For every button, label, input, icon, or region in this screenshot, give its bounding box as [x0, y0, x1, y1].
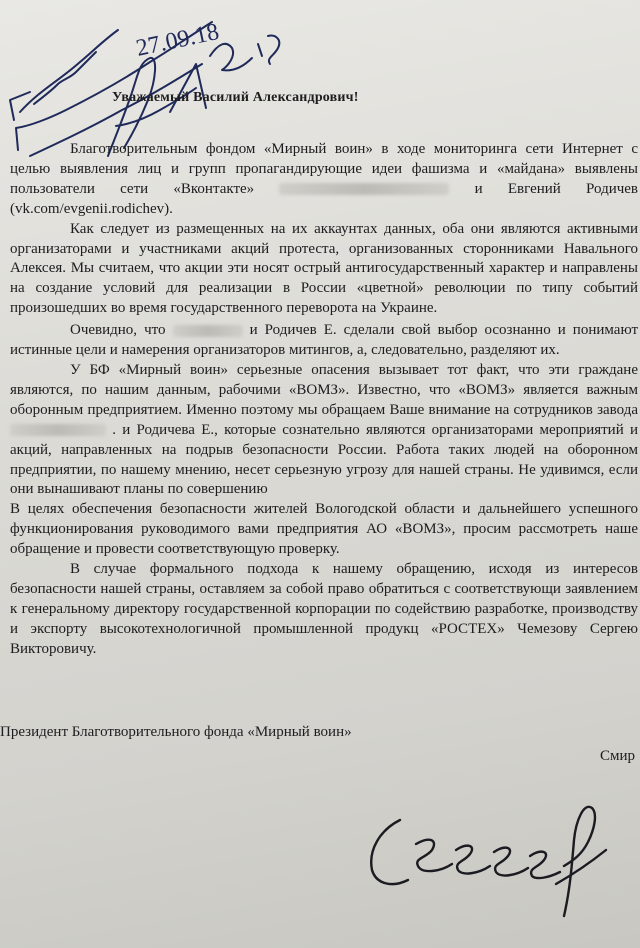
- svg-text:27.09.18: 27.09.18: [133, 18, 222, 62]
- paragraph-4-text-b: . и Родичева Е., которые сознательно являются организаторами мероприятий и акций, направленных на подрыв безопасности России. Работа таких людей на оборонном предприятии, по нашему мнению, несет серьезную угрозу для нашей страны. Не удивимся, если они вынашивают планы по совершению: [10, 421, 638, 498]
- paragraph-4: [10, 361, 638, 500]
- paragraph-6: В случае формального подхода к нашему обращению, исходя из интересов безопасности нашей страны, оставляем за собой право обратиться с соответствующи заявлением к генеральному директору государственной корпорации по содействию разработке, производству и экспорту высокотехнологичной промышленной продукц «РОСТЕХ» Чемезову Сергею Викторовичу.: [10, 561, 638, 657]
- paragraph-3-text-b: и Родичев Е. сделали свой выбор осознанно и понимают истинные цели и намерения организаторов митингов, а, следовательно, разделяют их.: [10, 322, 639, 359]
- paragraph-3: [10, 321, 638, 361]
- paragraph-1-text-b: и Евгений Родичев (vk.com/evgenii.rodichev).: [10, 180, 639, 217]
- signatory-name: Смир: [600, 748, 636, 764]
- letter-body: [10, 140, 638, 660]
- paragraph-5: В целях обеспечения безопасности жителей Вологодской области и дальнейшего успешного функционирования руководимого вами предприятия АО «ВОМЗ», просим рассмотреть наше обращение и провести соответствующую проверку.: [10, 501, 638, 558]
- paragraph-2: Как следует из размещенных на их аккаунтах данных, оба они являются активными организаторами и участниками акций протеста, организованных сторонниками Навального Алексея. Мы считаем, что акции эти носят острый антигосударственный характер и направлены на создание условий для реализации в России «цветной» революции по типу событий произошедших во время государственного переворота на Украине.: [10, 220, 638, 317]
- redacted-name: [10, 424, 106, 436]
- signatory-title: Президент Благотворительного фонда «Мирный воин»: [0, 724, 352, 740]
- paragraph-1: [10, 140, 638, 220]
- redacted-name: [279, 183, 449, 195]
- paragraph-4-text-a: У БФ «Мирный воин» серьезные опасения вызывает тот факт, что эти граждане являются, по нашим данным, рабочими «ВОМЗ». Известно, что «ВОМЗ» является важным оборонным предприятием. Именно поэтому мы обращаем Ваше внимание на сотрудников завода: [10, 361, 638, 418]
- paragraph-1-text-a: Благотворительным фондом «Мирный воин» в ходе мониторинга сети Интернет с целью выявления лиц и групп пропагандирующие идеи фашизма и «майдана» выявлены пользователи сети «Вконтакте»: [10, 141, 638, 197]
- paragraph-3-text-a: Очевидно, что: [70, 322, 166, 339]
- redacted-name: [173, 325, 243, 337]
- salutation: Уважаемый Василий Александрович!: [112, 90, 359, 105]
- signature: [360, 780, 640, 930]
